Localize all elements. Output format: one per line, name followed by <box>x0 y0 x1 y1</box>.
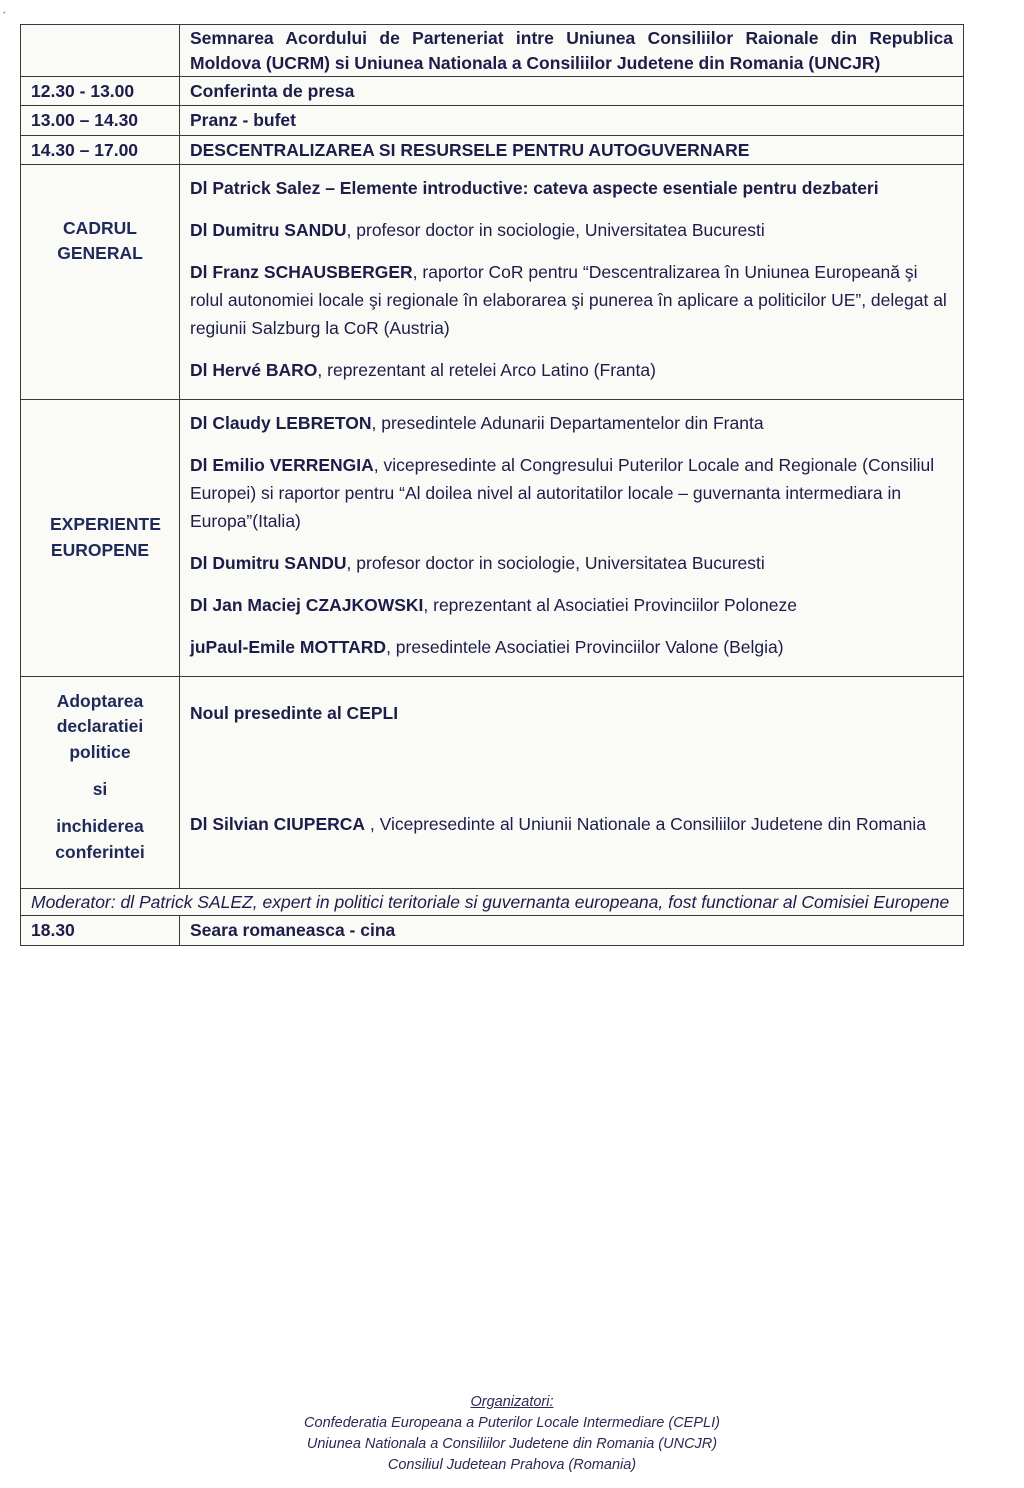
organizer-line: Uniunea Nationala a Consiliilor Judetene din Romania (UNCJR) <box>306 1436 718 1452</box>
dinner-title: Seara romaneasca - cina <box>180 916 964 945</box>
speaker-name: juPaul-Emile MOTTARD <box>190 636 387 657</box>
closing-list <box>180 676 964 888</box>
section-experiente-europene: EXPERIENTE EUROPENE <box>50 514 161 560</box>
speaker-name: Dl Hervé BARO <box>190 359 318 380</box>
speaker-role: , raportor CoR pentru “Descentralizarea în Uniunea Europeană şi rolul autonomiei locale şi regionale în elaborarea şi punerea în aplicare a politicilor UE”, delegat al regiunii Salzburg la CoR (Austria) <box>190 261 947 338</box>
new-president: Noul presedinte al CEPLI <box>190 702 399 723</box>
scan-mark: ˏ <box>2 0 6 14</box>
speaker-name: Dl Franz SCHAUSBERGER <box>190 261 413 282</box>
organizer-line: Confederatia Europeana a Puterilor Locale Intermediare (CEPLI) <box>304 1415 720 1431</box>
speaker-item <box>190 549 953 577</box>
speaker-item <box>190 258 953 342</box>
speaker-role: , reprezentant al Asociatiei Provinciilor Poloneze <box>423 594 797 615</box>
speaker-name: Dl Emilio VERRENGIA <box>190 454 374 475</box>
speaker-name: Dl Patrick Salez – Elemente introductive: cateva aspecte esentiale pentru dezbateri <box>190 177 879 198</box>
speaker-role: , vicepresedinte al Congresului Puterilor Locale and Regionale (Consiliul Europei) si raportor pentru “Al doilea nivel al autoritatilor locale – guvernanta intermediara in Europa”(Italia) <box>190 454 935 531</box>
table-row <box>21 164 964 399</box>
spacer <box>190 726 953 812</box>
speaker-role: , presedintele Asociatiei Provinciilor Valone (Belgia) <box>386 636 784 657</box>
moderator-note: Moderator: dl Patrick SALEZ, expert in politici teritoriale si guvernanta europeana, fost functionar al Comisiei Europene <box>21 888 964 916</box>
speaker-name: Dl Silvian CIUPERCA <box>190 814 366 835</box>
speaker-item <box>190 409 953 437</box>
speaker-item <box>190 356 953 384</box>
time-cell: 14.30 – 17.00 <box>21 135 180 164</box>
table-row <box>21 77 964 106</box>
table-row <box>21 399 964 676</box>
adoptarea-label-line: inchiderea <box>56 816 144 837</box>
speaker-list <box>180 164 964 399</box>
spacer <box>31 802 169 814</box>
organizers-footer <box>0 1392 1024 1476</box>
speaker-item <box>190 633 953 661</box>
adoptarea-label-line: politice <box>69 741 131 762</box>
adoptarea-label-line: declaratiei <box>56 716 144 737</box>
section-label <box>21 676 180 888</box>
section-cadrul-general: CADRUL GENERAL <box>57 217 143 264</box>
table-row <box>21 888 964 916</box>
organizer-line: Consiliul Judetean Prahova (Romania) <box>387 1457 637 1473</box>
table-row <box>21 135 964 164</box>
press-title: Conferinta de presa <box>180 77 964 106</box>
agenda-table <box>20 24 964 946</box>
lunch-title: Pranz - bufet <box>180 106 964 135</box>
speaker-role: , reprezentant al retelei Arco Latino (Franta) <box>317 359 656 380</box>
table-row <box>21 25 964 77</box>
time-cell <box>21 25 180 77</box>
section-label <box>21 164 180 399</box>
spacer <box>31 765 169 777</box>
organizers-title: Organizatori: <box>470 1394 554 1410</box>
speaker-role: , profesor doctor in sociologie, Universitatea Bucuresti <box>346 552 765 573</box>
speaker-item <box>190 591 953 619</box>
speaker-role: , presedintele Adunarii Departamentelor din Franta <box>371 412 764 433</box>
speaker-name: Dl Dumitru SANDU <box>190 219 347 240</box>
speaker-name: Dl Jan Maciej CZAJKOWSKI <box>190 594 424 615</box>
time-cell: 12.30 - 13.00 <box>21 77 180 106</box>
speaker-item <box>190 174 953 202</box>
table-row <box>21 916 964 945</box>
section-label <box>21 399 180 676</box>
adoptarea-label-line: conferintei <box>55 841 145 862</box>
speaker-role: , Vicepresedinte al Uniunii Nationale a Consiliilor Judetene din Romania <box>365 814 927 835</box>
speaker-list <box>180 399 964 676</box>
time-cell: 18.30 <box>21 916 180 945</box>
speaker-role: , profesor doctor in sociologie, Universitatea Bucuresti <box>346 219 765 240</box>
table-row <box>21 106 964 135</box>
signing-title: Semnarea Acordului de Parteneriat intre Uniunea Consiliilor Raionale din Republica Moldova (UCRM) si Uniunea Nationala a Consiliilor Judetene din Romania (UNCJR) <box>180 25 964 77</box>
session-title: DESCENTRALIZAREA SI RESURSELE PENTRU AUTOGUVERNARE <box>180 135 964 164</box>
adoptarea-label-line: Adoptarea <box>56 690 144 711</box>
speaker-item <box>190 812 953 837</box>
speaker-item <box>190 451 953 535</box>
speaker-item <box>190 216 953 244</box>
time-cell: 13.00 – 14.30 <box>21 106 180 135</box>
adoptarea-label-line: si <box>92 778 108 799</box>
table-row <box>21 676 964 888</box>
speaker-name: Dl Dumitru SANDU <box>190 552 347 573</box>
speaker-name: Dl Claudy LEBRETON <box>190 412 372 433</box>
